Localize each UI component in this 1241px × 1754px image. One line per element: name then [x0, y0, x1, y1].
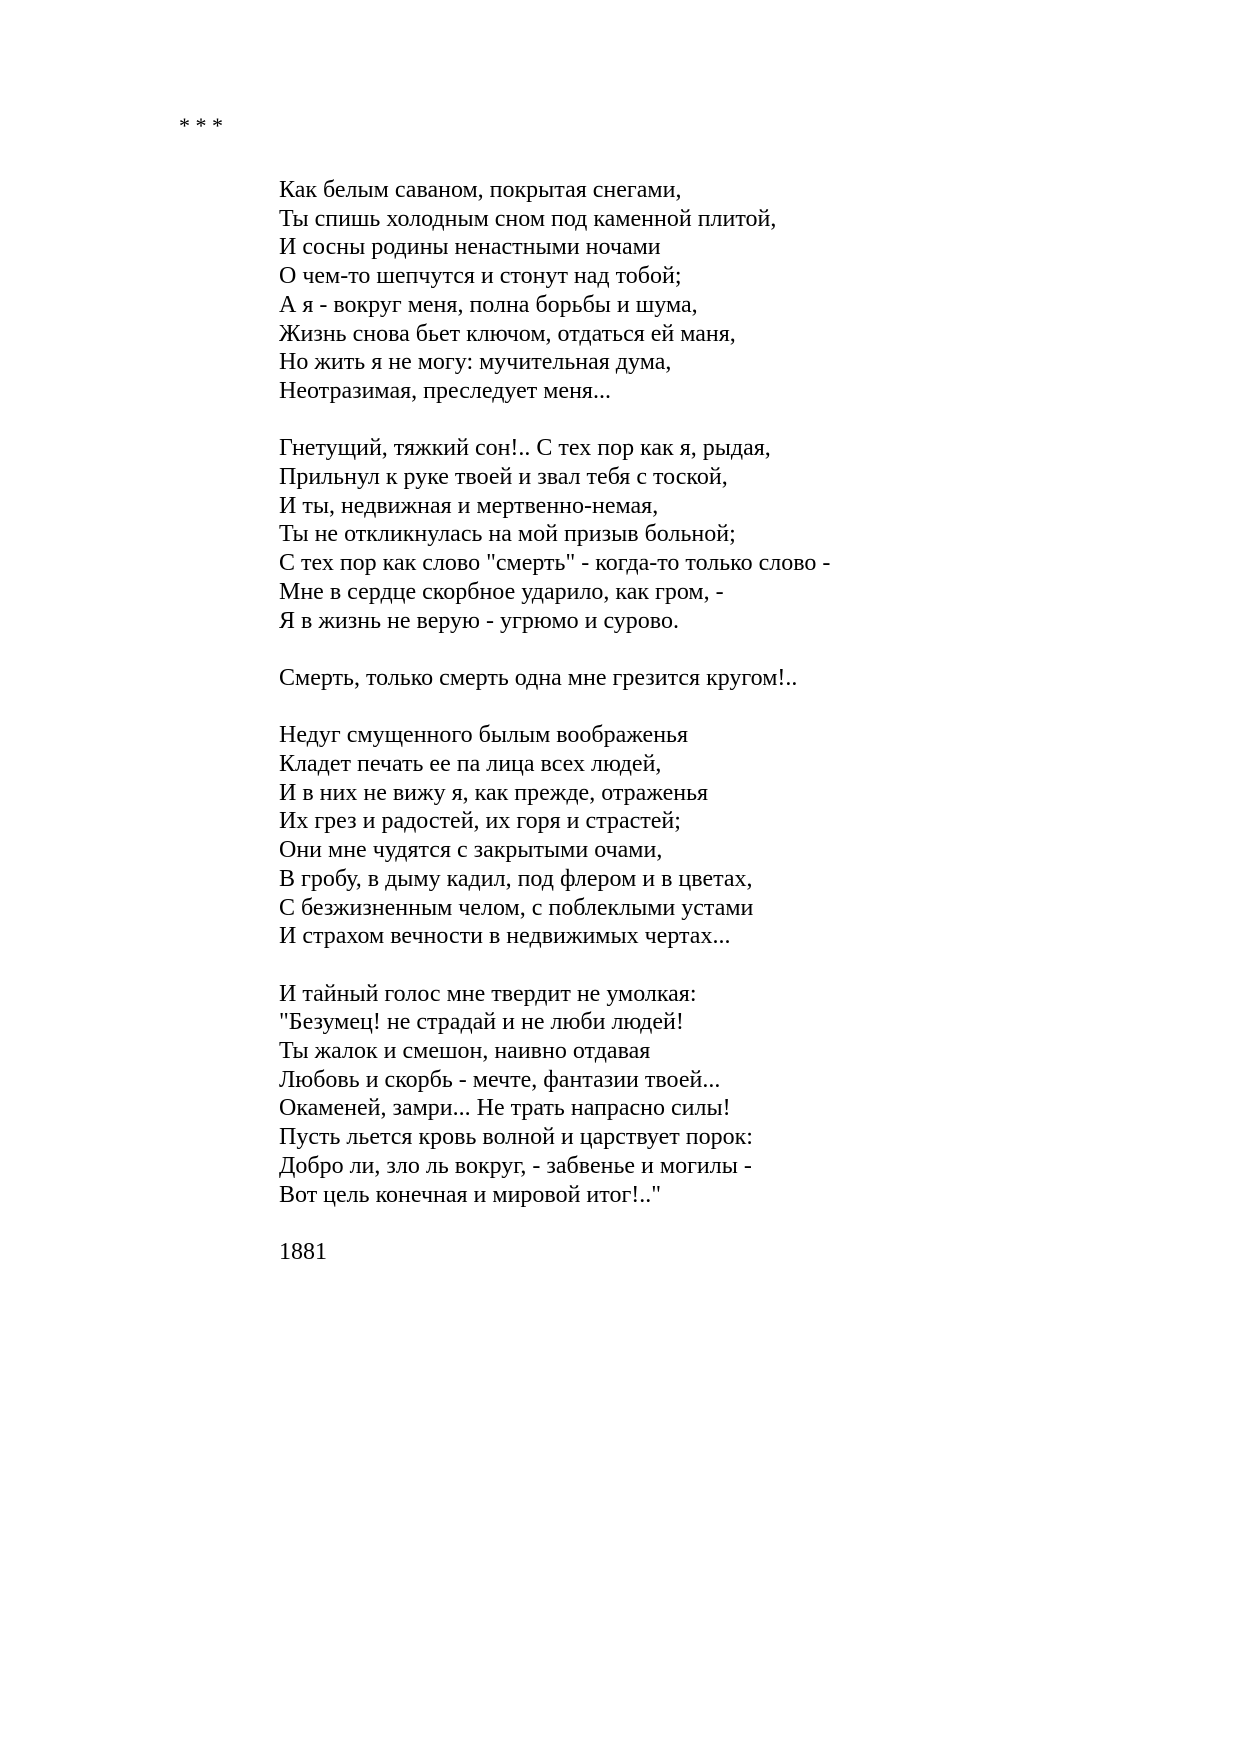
poem-line: Добро ли, зло ль вокруг, - забвенье и могилы - — [279, 1152, 752, 1179]
poem-line: Смерть, только смерть одна мне грезится кругом!.. — [279, 664, 798, 691]
poem-line: Их грез и радостей, их горя и страстей; — [279, 808, 681, 835]
poem-line: И в них не вижу я, как прежде, отраженья — [279, 779, 709, 806]
poem-line: С безжизненным челом, с поблеклыми устами — [279, 894, 754, 921]
poem-line: Они мне чудятся с закрытыми очами, — [279, 837, 663, 864]
poem-year: 1881 — [279, 1238, 327, 1265]
poem-line: Жизнь снова бьет ключом, отдаться ей маня, — [279, 320, 736, 347]
poem-line: Мне в сердце скорбное ударило, как гром, - — [279, 578, 724, 605]
section-asterisks: * * * — [179, 113, 223, 138]
poem-line: С тех пор как слово "смерть" - когда-то только слово - — [279, 550, 831, 577]
poem-line: Пусть льется кровь волной и царствует порок: — [279, 1124, 753, 1151]
stanza-5 — [279, 980, 1219, 1210]
poem-line: И тайный голос мне твердит не умолкая: — [279, 980, 697, 1007]
poem-line: Ты жалок и смешон, наивно отдавая — [279, 1038, 651, 1065]
poem-line: Окаменей, замри... Не трать напрасно силы! — [279, 1095, 731, 1122]
poem-line: И страхом вечности в недвижимых чертах... — [279, 923, 731, 950]
poem-line: Любовь и скорбь - мечте, фантазии твоей... — [279, 1066, 721, 1093]
poem-line: И ты, недвижная и мертвенно-немая, — [279, 492, 659, 519]
poem-line: Гнетущий, тяжкий сон!.. С тех пор как я, рыдая, — [279, 435, 771, 462]
poem-line: Я в жизнь не верую - угрюмо и сурово. — [279, 607, 679, 634]
poem-line: О чем-то шепчутся и стонут над тобой; — [279, 263, 682, 290]
poem-line: В гробу, в дыму кадил, под флером и в цветах, — [279, 865, 753, 892]
poem-line: Но жить я не могу: мучительная дума, — [279, 349, 672, 376]
poem-line: Прильнул к руке твоей и звал тебя с тоской, — [279, 464, 728, 491]
poem-body — [279, 176, 1219, 1267]
poem-line: И сосны родины ненастными ночами — [279, 234, 661, 261]
stanza-2 — [279, 434, 1219, 635]
poem-line: Недуг смущенного былым воображенья — [279, 722, 689, 749]
poem-line: Как белым саваном, покрытая снегами, — [279, 177, 682, 203]
stanza-1 — [279, 176, 1219, 406]
stanza-3 — [279, 664, 1219, 693]
poem-line: "Безумец! не страдай и не люби людей! — [279, 1009, 684, 1036]
stanza-4 — [279, 721, 1219, 951]
poem-line: Неотразимая, преследует меня... — [279, 377, 611, 404]
poem-line: Ты не откликнулась на мой призыв больной; — [279, 521, 736, 548]
poem-line: Кладет печать ее па лица всех людей, — [279, 751, 662, 778]
poem-line: А я - вокруг меня, полна борьбы и шума, — [279, 291, 698, 318]
poem-line: Ты спишь холодным сном под каменной плитой, — [279, 205, 777, 232]
poem-line: Вот цель конечная и мировой итог!.." — [279, 1181, 662, 1208]
